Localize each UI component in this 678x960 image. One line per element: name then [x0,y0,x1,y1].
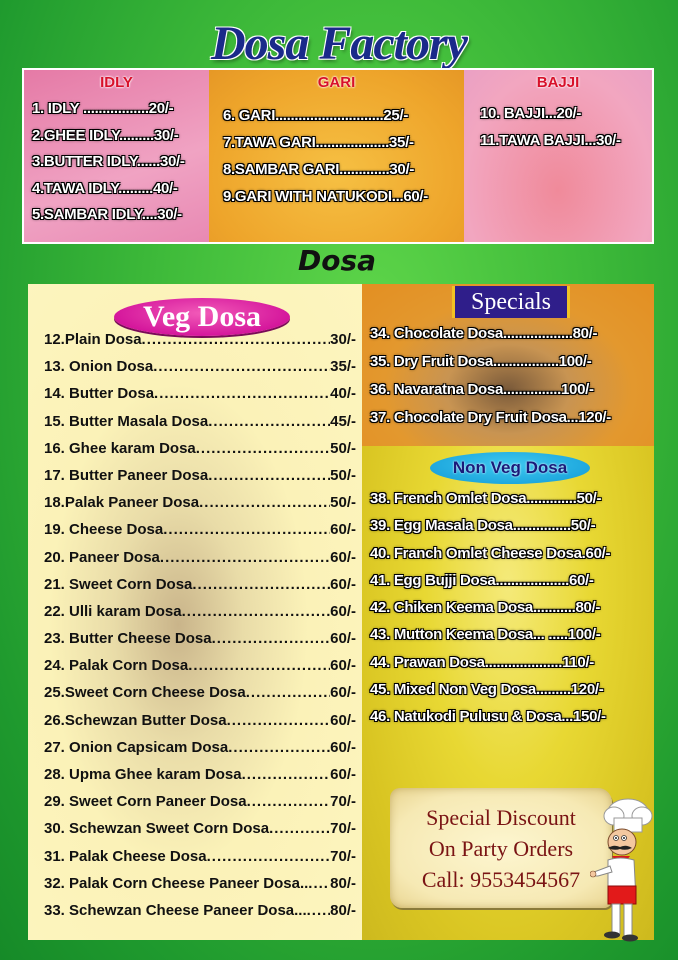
menu-item: 4.TAWA IDLY.........40/- [32,179,178,197]
item-price: 60/- [330,602,356,620]
chef-mascot-icon [590,796,660,946]
item-name: 30. Schewzan Sweet Corn Dosa [44,820,270,838]
item-price: 60/- [330,766,356,783]
idly-list [32,96,185,229]
dot-leader [269,815,330,842]
item-name: 18.Palak Paneer Dosa [44,494,200,512]
veg-dosa-item [44,544,356,571]
item-name: 33. Schewzan Cheese Paneer Dosa... [44,901,307,919]
veg-dosa-item [44,679,356,706]
menu-item: 8.SAMBAR GARI.............30/- [223,161,415,178]
dosa-section-title: Dosa [298,244,377,277]
item-price: 60/- [330,684,356,702]
dot-leader [212,625,331,652]
item-name: 27. Onion Capsicam Dosa [44,738,229,756]
menu-item: 3.BUTTER IDLY......30/- [32,153,185,170]
veg-dosa-item [44,353,356,380]
item-name: 16. Ghee karam Dosa [44,439,196,457]
bajji-list [480,100,621,154]
item-price: 60/- [330,521,356,539]
item-price: 45/- [330,412,356,430]
veg-dosa-item [44,435,356,462]
dot-leader [242,761,331,788]
menu-item: 5.SAMBAR IDLY....30/- [32,206,182,223]
menu-item: 11.TAWA BAJJI...30/- [480,132,621,149]
item-price: 60/- [330,738,356,756]
item-name: 13. Onion Dosa [44,358,154,376]
dot-leader [182,598,331,625]
veg-dosa-item [44,516,356,543]
item-name: 22. Ulli karam Dosa [44,602,182,620]
menu-item: 36. Navaratna Dosa...............100/- [370,381,594,398]
menu-item: 44. Prawan Dosa....................110/- [370,653,594,671]
veg-dosa-item [44,462,356,489]
party-order-promo-banner [390,788,612,908]
menu-item: 35. Dry Fruit Dosa.................100/- [370,353,592,370]
menu-item: 40. Franch Omlet Cheese Dosa.60/- [370,544,611,562]
item-name: 29. Sweet Corn Paneer Dosa [44,793,247,811]
item-price: 60/- [330,711,356,729]
item-name: 12.Plain Dosa [44,331,142,348]
dot-leader [160,544,330,571]
dot-leader [188,652,330,679]
item-price: 80/- [330,901,356,919]
menu-item: 38. French Omlet Dosa.............50/- [370,490,602,507]
item-name: 24. Palak Corn Dosa [44,657,189,675]
veg-dosa-item [44,897,356,924]
item-price: 60/- [330,630,356,648]
promo-phone-number[interactable]: Call: 9553454567 [421,867,581,892]
veg-dosa-panel [28,284,362,940]
menu-item: 37. Chocolate Dry Fruit Dosa...120/- [370,409,611,426]
item-price: 70/- [330,793,356,811]
promo-line-discount: Special Discount [426,805,576,830]
item-name: 20. Paneer Dosa [44,548,160,566]
menu-item: 42. Chiken Keema Dosa...........80/- [370,599,601,617]
specials-panel [362,284,654,446]
idly-section [24,70,209,242]
non-veg-dosa-list [370,485,610,731]
item-name: 23. Butter Cheese Dosa [44,630,212,648]
item-name: 26.Schewzan Butter Dosa [44,711,227,729]
item-price: 30/- [330,331,356,348]
item-price: 60/- [330,575,356,593]
veg-dosa-item [44,380,356,407]
veg-dosa-item [44,489,356,516]
veg-dosa-item [44,326,356,353]
item-name: 31. Palak Cheese Dosa [44,847,207,865]
veg-dosa-heading: Veg Dosa [114,298,290,336]
item-price: 50/- [330,439,356,457]
dot-leader [228,734,330,761]
veg-dosa-item [44,598,356,625]
dot-leader [154,380,330,407]
item-price: 40/- [330,385,356,403]
dot-leader [142,326,331,353]
bajji-section [464,70,652,242]
dot-leader [208,462,330,489]
dot-leader [227,707,331,734]
item-price: 70/- [330,847,356,865]
dot-leader [199,489,330,516]
dot-leader [196,435,330,462]
veg-dosa-item [44,707,356,734]
brand-title: Dosa Factory [211,17,467,70]
veg-dosa-item [44,571,356,598]
item-name: 17. Butter Paneer Dosa [44,466,209,484]
item-name: 15. Butter Masala Dosa [44,412,209,430]
dot-leader [207,843,331,870]
item-price: 50/- [330,466,356,484]
veg-dosa-item [44,870,356,897]
dot-leader [247,788,331,815]
item-name: 25.Sweet Corn Cheese Dosa [44,684,246,702]
dot-leader [308,870,330,897]
dot-leader [163,516,330,543]
veg-dosa-item [44,761,356,788]
dot-leader [192,571,330,598]
veg-dosa-item [44,652,356,679]
idly-heading: IDLY [100,74,133,91]
menu-item: 39. Egg Masala Dosa...............50/- [370,517,596,535]
gari-heading: GARI [317,74,356,91]
item-name: 32. Palak Corn Cheese Paneer Dosa.. [44,874,309,892]
veg-dosa-item [44,815,356,842]
item-name: 14. Butter Dosa [44,385,155,403]
item-price: 35/- [330,358,356,376]
gari-list [223,102,428,210]
menu-item: 1. IDLY .................20/- [32,100,174,117]
bajji-heading: BAJJI [536,74,580,91]
menu-item: 45. Mixed Non Veg Dosa.........120/- [370,681,604,699]
non-veg-dosa-heading: Non Veg Dosa [430,452,590,484]
dot-leader [246,679,330,706]
dot-leader [153,353,330,380]
item-price: 60/- [330,657,356,675]
top-menu-box [22,68,654,244]
item-name: 28. Upma Ghee karam Dosa [44,766,242,783]
menu-item: 43. Mutton Keema Dosa... .....100/- [370,626,601,644]
veg-dosa-item [44,788,356,815]
menu-item: 41. Egg Bujji Dosa...................60/- [370,571,594,589]
veg-dosa-item [44,734,356,761]
item-price: 50/- [330,494,356,512]
item-price: 80/- [330,874,356,892]
menu-item: 10. BAJJI...20/- [480,105,582,122]
veg-dosa-item [44,408,356,435]
specials-list [370,320,611,432]
item-price: 70/- [330,820,356,838]
veg-dosa-item [44,625,356,652]
specials-heading: Specials [452,286,570,318]
dot-leader [307,897,331,924]
menu-item: 46. Natukodi Pulusu & Dosa...150/- [370,708,606,726]
menu-item: 7.TAWA GARI...................35/- [223,134,414,151]
veg-dosa-list [44,326,356,924]
item-price: 60/- [330,548,356,566]
gari-section [209,70,464,242]
menu-item: 6. GARI............................25/- [223,107,409,124]
veg-dosa-item [44,843,356,870]
menu-item: 34. Chocolate Dosa..................80/- [370,325,598,342]
item-name: 21. Sweet Corn Dosa [44,575,193,593]
dot-leader [208,408,330,435]
item-name: 19. Cheese Dosa [44,521,164,539]
menu-item: 9.GARI WITH NATUKODI...60/- [223,188,428,205]
promo-line-party-orders: On Party Orders [428,836,574,861]
menu-item: 2.GHEE IDLY.........30/- [32,126,179,144]
